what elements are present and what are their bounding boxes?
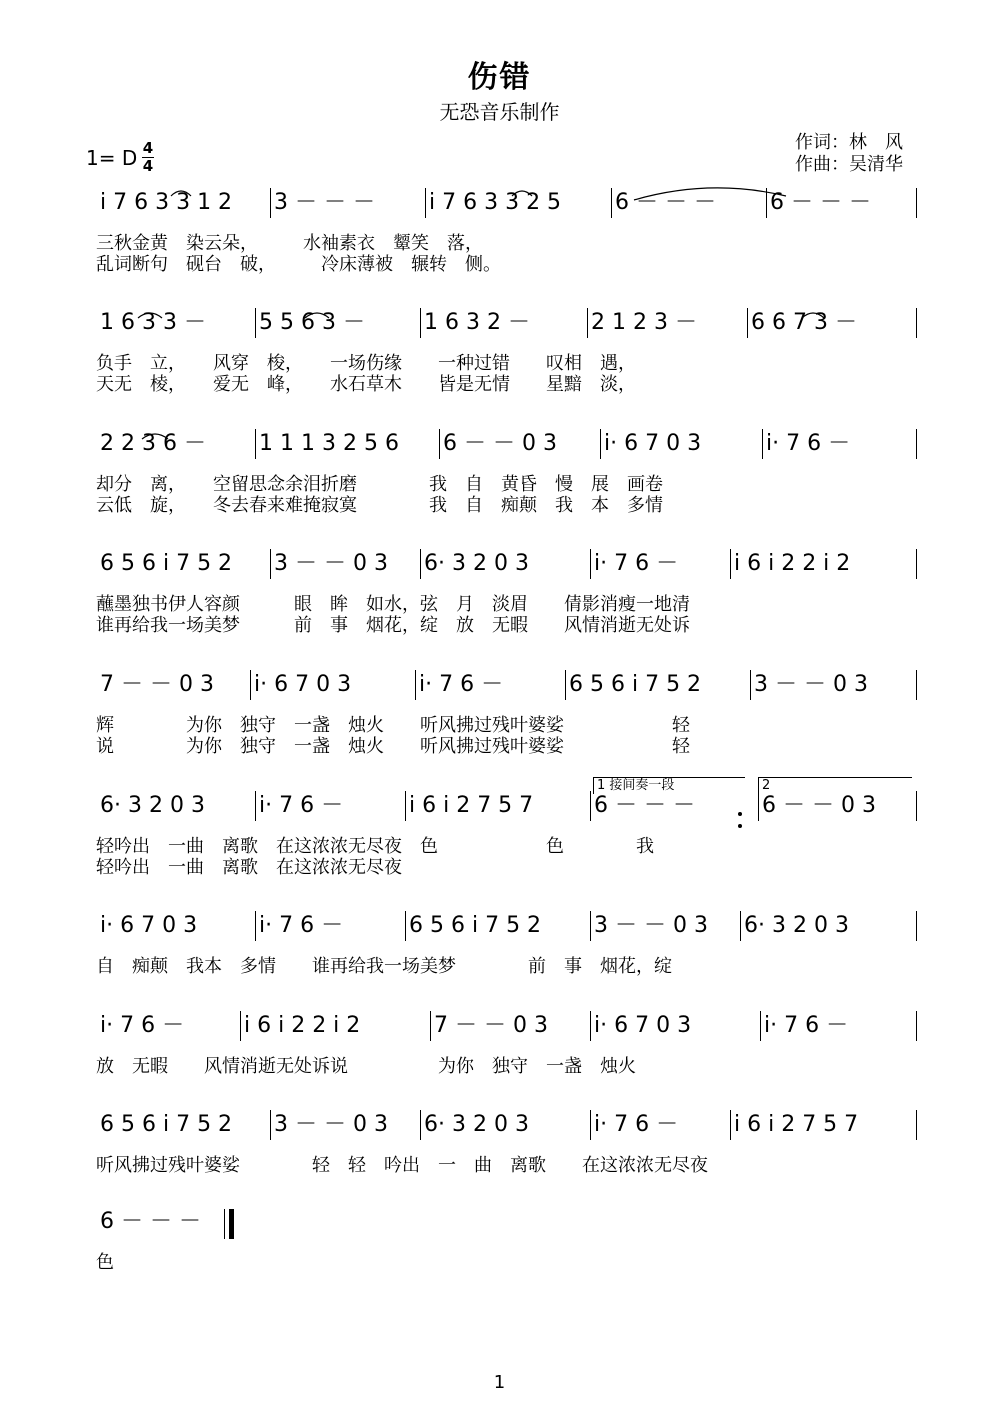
lyric-line: 轻吟出 一曲 离歌 在这浓浓无尽夜	[96, 857, 402, 878]
measure-notes: 6· 3 2 0 3	[744, 913, 849, 938]
page-number: 1	[493, 1372, 506, 1393]
time-signature-top: 4	[142, 139, 154, 157]
measure-notes: 3 － － －	[274, 190, 375, 215]
second-ending-bracket: 2	[758, 777, 912, 794]
measure-notes: 7 － － 0 3	[434, 1013, 548, 1038]
measure-notes: i 7 6 3 3 2 5	[429, 190, 562, 215]
measure-notes: i 6 i 2 7 5 7	[409, 793, 534, 818]
measure-notes: i· 6 7 0 3	[254, 672, 352, 697]
measure-notes: 6 － － －	[770, 190, 871, 215]
measure-notes: 3 － － 0 3	[274, 1112, 388, 1137]
repeat-dot	[738, 812, 742, 816]
slur	[634, 188, 786, 200]
measure-notes: 5 5 6 3 －	[259, 310, 365, 335]
slur	[802, 313, 824, 318]
measure-notes: i 6 i 2 7 5 7	[734, 1112, 859, 1137]
composer-credit: 作曲：吴清华	[795, 154, 903, 175]
repeat-dot	[738, 824, 742, 828]
measure-notes: 6· 3 2 0 3	[100, 793, 205, 818]
lyric-line: 负手 立， 风穿 梭， 一场伤缘 一种过错 叹相 遇，	[96, 353, 636, 374]
measure-notes: 1 1 1 3 2 5 6	[259, 431, 399, 456]
lyric-line: 乱词断句 砚台 破， 冷床薄被 辗转 侧。	[96, 254, 501, 275]
lyric-line: 三秋金黄 染云朵， 水袖素衣 颦笑 落，	[96, 233, 483, 254]
song-subtitle: 无恐音乐制作	[439, 100, 560, 124]
measure-notes: 6 5 6 i 7 5 2	[100, 1112, 233, 1137]
measure-notes: i· 7 6 －	[766, 431, 851, 456]
lyric-line: 放 无暇 风情消逝无处诉说 为你 独守 一盏 烛火	[96, 1056, 636, 1077]
measure-notes: 6 5 6 i 7 5 2	[409, 913, 542, 938]
lyric-line: 辉 为你 独守 一盏 烛火 听风拂过残叶婆娑 轻	[96, 715, 690, 736]
lyric-line: 蘸墨独书伊人容颜 眼 眸 如水，弦 月 淡眉 倩影消瘦一地清	[96, 594, 690, 615]
measure-notes: i· 6 7 0 3	[100, 913, 198, 938]
lyricist-credit: 作词：林 风	[795, 132, 903, 153]
measure-notes: 6 － － －	[594, 793, 695, 818]
measure-notes: i· 7 6 －	[594, 1112, 679, 1137]
measure-notes: i 6 i 2 2 i 2	[244, 1013, 361, 1038]
measure-notes: 1 6 3 3 －	[100, 310, 206, 335]
measure-notes: i· 7 6 －	[419, 672, 504, 697]
lyric-line: 谁再给我一场美梦 前 事 烟花，绽 放 无暇 风情消逝无处诉	[96, 615, 690, 636]
measure-notes: 2 2 3 6 －	[100, 431, 206, 456]
lyric-line: 自 痴颠 我本 多情 谁再给我一场美梦 前 事 烟花，绽	[96, 956, 672, 977]
measure-notes: 6 － － －	[100, 1209, 201, 1234]
lyric-line: 却分 离， 空留思念余泪折磨 我 自 黄昏 慢 展 画卷	[96, 474, 663, 495]
time-signature-bottom: 4	[142, 157, 154, 175]
measure-notes: 6· 3 2 0 3	[424, 551, 529, 576]
lyric-line: 色	[96, 1252, 114, 1273]
measure-notes: 3 － － 0 3	[274, 551, 388, 576]
slur	[171, 191, 191, 196]
slur	[138, 313, 162, 318]
measure-notes: 6· 3 2 0 3	[424, 1112, 529, 1137]
measure-notes: 3 － － 0 3	[594, 913, 708, 938]
measure-notes: i· 6 7 0 3	[594, 1013, 692, 1038]
measure-notes: i· 7 6 －	[764, 1013, 849, 1038]
lyric-line: 轻吟出 一曲 离歌 在这浓浓无尽夜 色 色 我	[96, 836, 654, 857]
measure-notes: 1 6 3 2 －	[424, 310, 530, 335]
measure-notes: 6 － － 0 3	[443, 431, 557, 456]
measure-notes: i· 7 6 －	[594, 551, 679, 576]
lyric-line: 天无 棱， 爱无 峰， 水石草木 皆是无情 星黯 淡，	[96, 374, 636, 395]
measure-notes: 6 － － －	[615, 190, 716, 215]
measure-notes: 6 － － 0 3	[762, 793, 876, 818]
measure-notes: i 7 6 3 3 1 2	[100, 190, 233, 215]
measure-notes: 6 6 7 3 －	[751, 310, 857, 335]
first-ending-bracket: 1 接间奏一段	[593, 777, 745, 794]
measure-notes: i· 7 6 －	[259, 913, 344, 938]
measure-notes: 3 － － 0 3	[754, 672, 868, 697]
lyric-line: 说 为你 独守 一盏 烛火 听风拂过残叶婆娑 轻	[96, 736, 690, 757]
song-title: 伤错	[467, 60, 532, 95]
slur	[142, 434, 168, 439]
measure-notes: i· 6 7 0 3	[604, 431, 702, 456]
measure-notes: 6 5 6 i 7 5 2	[100, 551, 233, 576]
measure-notes: i 6 i 2 2 i 2	[734, 551, 851, 576]
slur	[512, 191, 532, 196]
measure-notes: 7 － － 0 3	[100, 672, 214, 697]
measure-notes: 6 5 6 i 7 5 2	[569, 672, 702, 697]
slur	[305, 313, 329, 318]
measure-notes: i· 7 6 －	[259, 793, 344, 818]
lyric-line: 听风拂过残叶婆娑 轻 轻 吟出 一 曲 离歌 在这浓浓无尽夜	[96, 1155, 708, 1176]
measure-notes: i· 7 6 －	[100, 1013, 185, 1038]
key-signature: 1= D	[86, 146, 138, 170]
lyric-line: 云低 旋， 冬去春来难掩寂寞 我 自 痴颠 我 本 多情	[96, 495, 663, 516]
measure-notes: 2 1 2 3 －	[591, 310, 697, 335]
